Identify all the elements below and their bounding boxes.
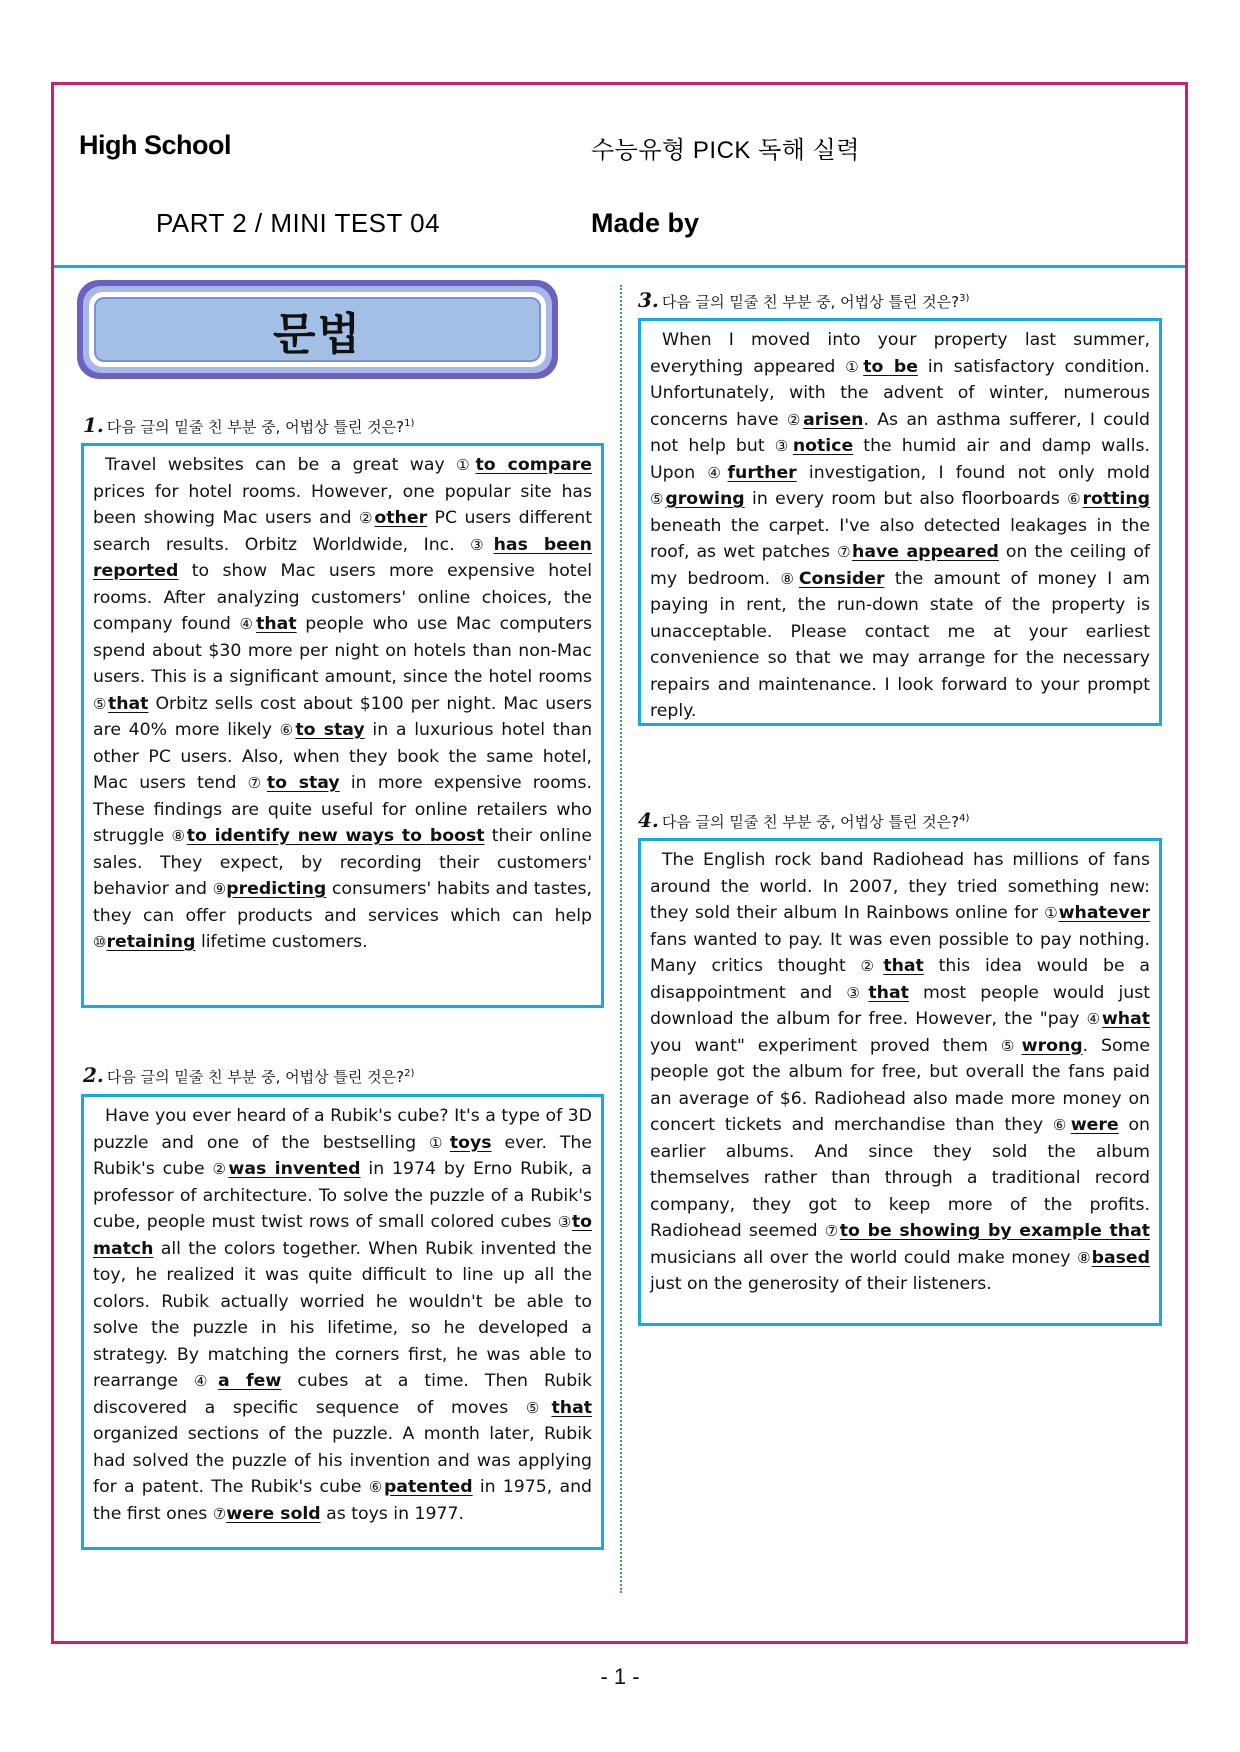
header-divider xyxy=(54,265,1185,268)
footnote-ref: 2) xyxy=(404,1068,415,1079)
choice-marker: ⑤ xyxy=(650,490,666,508)
choice-marker: ① xyxy=(1044,904,1059,922)
choice-marker: ⑤ xyxy=(525,1398,552,1417)
choice-marker: ⑥ xyxy=(1067,490,1083,508)
choice-marker: ⑦ xyxy=(212,1504,227,1523)
choice-marker: ⑦ xyxy=(837,543,853,561)
question-prompt: 다음 글의 밑줄 친 부분 중, 어법상 틀린 것은? xyxy=(106,1068,405,1086)
choice-marker: ⑥ xyxy=(368,1478,384,1496)
underlined-choice: were sold xyxy=(226,1503,321,1524)
question-prompt: 다음 글의 밑줄 친 부분 중, 어법상 틀린 것은? xyxy=(106,418,405,436)
underlined-choice: was invented xyxy=(228,1159,361,1179)
underlined-choice: growing xyxy=(665,489,745,509)
underlined-choice: based xyxy=(1091,1247,1150,1268)
choice-marker: ⑧ xyxy=(171,827,187,845)
choice-marker: ⑦ xyxy=(824,1222,840,1240)
footnote-ref: 1) xyxy=(404,418,415,429)
passage-text: When I moved into your property last summer, everything appeared ①to be in satisfactory condition. Unfortunately, with the advent of winter, numerous concerns have ②arisen. As an asthma sufferer, I could not help but ③notice the humid air and damp walls. Upon ④further investigation, I found not only mold ⑤growing in every room but also floorboards ⑥rotting beneath the carpet. I've also detected leakages in the roof, as wet patches ⑦have appeared on the ceiling of my bedroom. ⑧Consider the amount of money I am paying in rent, the run-down state of the property is unacceptable. Please contact me at your earliest convenience so that we may arrange for the necessary repairs and maintenance. I look forward to your prompt reply. xyxy=(650,330,1151,721)
choice-marker: ⑤ xyxy=(1000,1036,1022,1055)
choice-marker: ⑤ xyxy=(93,694,108,713)
passage-text: Travel websites can be a great way ①to compare prices for hotel rooms. However, one popular site has been showing Mac users and ②other PC users different search results. Orbitz Worldwide, Inc. ③has been reported to show Mac users more expensive hotel rooms. After analyzing customers' online choices, the company found ④that people who use Mac computers spend about $30 more per night on hotels than non-Mac users. This is a significant amount, since the hotel rooms ⑤that Orbitz sells cost about $100 per night. Mac users are 40% more likely ⑥to stay in a luxurious hotel than other PC users. Also, when they book the same hotel, Mac users tend ⑦to stay in more expensive rooms. These findings are quite useful for online retailers who struggle ⑧to identify new ways to boost their online sales. They expect, by recording their customers' behavior and ⑨predicting consumers' habits and tastes, they can offer products and services which can help ⑩retaining lifetime customers. xyxy=(93,455,593,952)
part-label: PART 2 / MINI TEST 04 xyxy=(156,208,441,238)
underlined-choice: that xyxy=(107,693,149,714)
question-2-passage xyxy=(81,1094,604,1550)
underlined-choice: what xyxy=(1101,1009,1151,1029)
passage-text: The English rock band Radiohead has millions of fans around the world. In 2007, they tried something new: they sold their album In Rainbows online for ①whatever fans wanted to pay. It was even possible to pay nothing. Many critics thought ②that this idea would be a disappointment and ③that most people would just download the album for free. However, the "pay ④what you want" experiment proved them ⑤wrong. Some people got the album for free, but overall the fans paid an average of $6. Radiohead also made more money on concert tickets and merchandise than they ⑥were on earlier albums. And since they sold the album themselves rather than through a traditional record company, they got to keep more of the profits. Radiohead seemed ⑦to be showing by example that musicians all over the world could make money ⑧based just on the generosity of their listeners. xyxy=(650,850,1151,1294)
underlined-choice: that xyxy=(551,1397,592,1418)
underlined-choice: have appeared xyxy=(852,542,999,562)
underlined-choice: that xyxy=(868,982,909,1003)
choice-marker: ③ xyxy=(557,1213,572,1231)
underlined-choice: predicting xyxy=(226,879,327,899)
footnote-ref: 3) xyxy=(959,293,970,304)
choice-marker: ④ xyxy=(239,615,257,633)
underlined-choice: to be showing by example that xyxy=(839,1221,1150,1241)
made-by-label: Made by xyxy=(591,208,700,238)
question-prompt: 다음 글의 밑줄 친 부분 중, 어법상 틀린 것은? xyxy=(661,813,960,831)
underlined-choice: a few xyxy=(217,1371,282,1391)
question-4-passage xyxy=(638,838,1162,1326)
choice-marker: ① xyxy=(845,357,864,376)
badge-panel xyxy=(94,297,541,362)
underlined-choice: were xyxy=(1070,1115,1119,1135)
underlined-choice: whatever xyxy=(1058,903,1150,923)
section-badge xyxy=(77,280,558,379)
book-title: 수능유형 PICK 독해 실력 xyxy=(591,137,860,164)
underlined-choice: has been reported xyxy=(93,534,592,581)
passage-text: Have you ever heard of a Rubik's cube? It's a type of 3D puzzle and one of the bestselling ①toys ever. The Rubik's cube ②was invented in 1974 by Erno Rubik, a professor of architecture. To solve the puzzle of a Rubik's cube, people must twist rows of small colored cubes ③to match all the colors together. When Rubik invented the toy, he realized it was quite difficult to line up all the colors. Rubik actually worried he wouldn't be able to solve the puzzle in his lifetime, so he developed a strategy. By matching the corners first, he was able to rearrange ④a few cubes at a time. Then Rubik discovered a specific sequence of moves ⑤that organized sections of the puzzle. A month later, Rubik had solved the puzzle of his invention and was applying for a patent. The Rubik's cube ⑥patented in 1975, and the first ones ⑦were sold as toys in 1977. xyxy=(93,1106,593,1524)
underlined-choice: to be xyxy=(863,356,918,377)
choice-marker: ② xyxy=(860,957,884,975)
question-4-heading xyxy=(638,808,969,832)
question-number: 3. xyxy=(638,288,659,312)
underlined-choice: rotting xyxy=(1082,489,1151,509)
level-label: High School xyxy=(79,130,231,160)
question-number: 2. xyxy=(83,1063,104,1087)
question-number: 4. xyxy=(638,808,659,832)
choice-marker: ④ xyxy=(194,1372,218,1390)
underlined-choice: that xyxy=(883,956,924,976)
underlined-choice: other xyxy=(374,508,428,528)
underlined-choice: retaining xyxy=(106,932,196,952)
page-number: - 1 - xyxy=(600,1664,640,1689)
question-prompt: 다음 글의 밑줄 친 부분 중, 어법상 틀린 것은? xyxy=(661,293,960,311)
column-divider xyxy=(620,285,622,1593)
choice-marker: ⑧ xyxy=(1077,1248,1092,1267)
footnote-ref: 4) xyxy=(959,813,970,824)
choice-marker: ⑩ xyxy=(93,933,107,951)
choice-marker: ① xyxy=(456,456,476,474)
section-title: 문법 xyxy=(272,308,362,360)
question-2-heading xyxy=(83,1063,414,1087)
underlined-choice: to stay xyxy=(266,773,340,793)
choice-marker: ① xyxy=(428,1133,450,1152)
underlined-choice: to match xyxy=(93,1212,593,1259)
question-1-heading xyxy=(83,413,414,437)
choice-marker: ④ xyxy=(1086,1010,1102,1028)
choice-marker: ⑨ xyxy=(212,880,227,898)
underlined-choice: to identify new ways to boost xyxy=(186,826,485,846)
choice-marker: ⑧ xyxy=(780,569,799,588)
underlined-choice: to compare xyxy=(475,455,592,475)
choice-marker: ③ xyxy=(774,437,793,455)
underlined-choice: wrong xyxy=(1021,1035,1083,1056)
question-3-heading xyxy=(638,288,969,312)
choice-marker: ③ xyxy=(470,535,494,554)
choice-marker: ④ xyxy=(707,463,728,482)
choice-marker: ③ xyxy=(846,983,869,1002)
underlined-choice: to stay xyxy=(295,720,365,740)
underlined-choice: Consider xyxy=(798,568,885,589)
underlined-choice: toys xyxy=(449,1132,492,1153)
underlined-choice: that xyxy=(256,614,297,634)
question-3-passage xyxy=(638,318,1162,726)
underlined-choice: notice xyxy=(792,436,854,456)
choice-marker: ② xyxy=(359,509,375,527)
choice-marker: ⑥ xyxy=(279,721,296,739)
choice-marker: ② xyxy=(212,1160,229,1178)
choice-marker: ⑦ xyxy=(247,774,267,792)
choice-marker: ② xyxy=(786,410,804,429)
question-1-passage xyxy=(81,443,604,1008)
choice-marker: ⑥ xyxy=(1052,1116,1071,1134)
underlined-choice: patented xyxy=(383,1477,473,1497)
question-number: 1. xyxy=(83,413,104,437)
underlined-choice: arisen xyxy=(803,409,864,430)
underlined-choice: further xyxy=(727,462,797,483)
